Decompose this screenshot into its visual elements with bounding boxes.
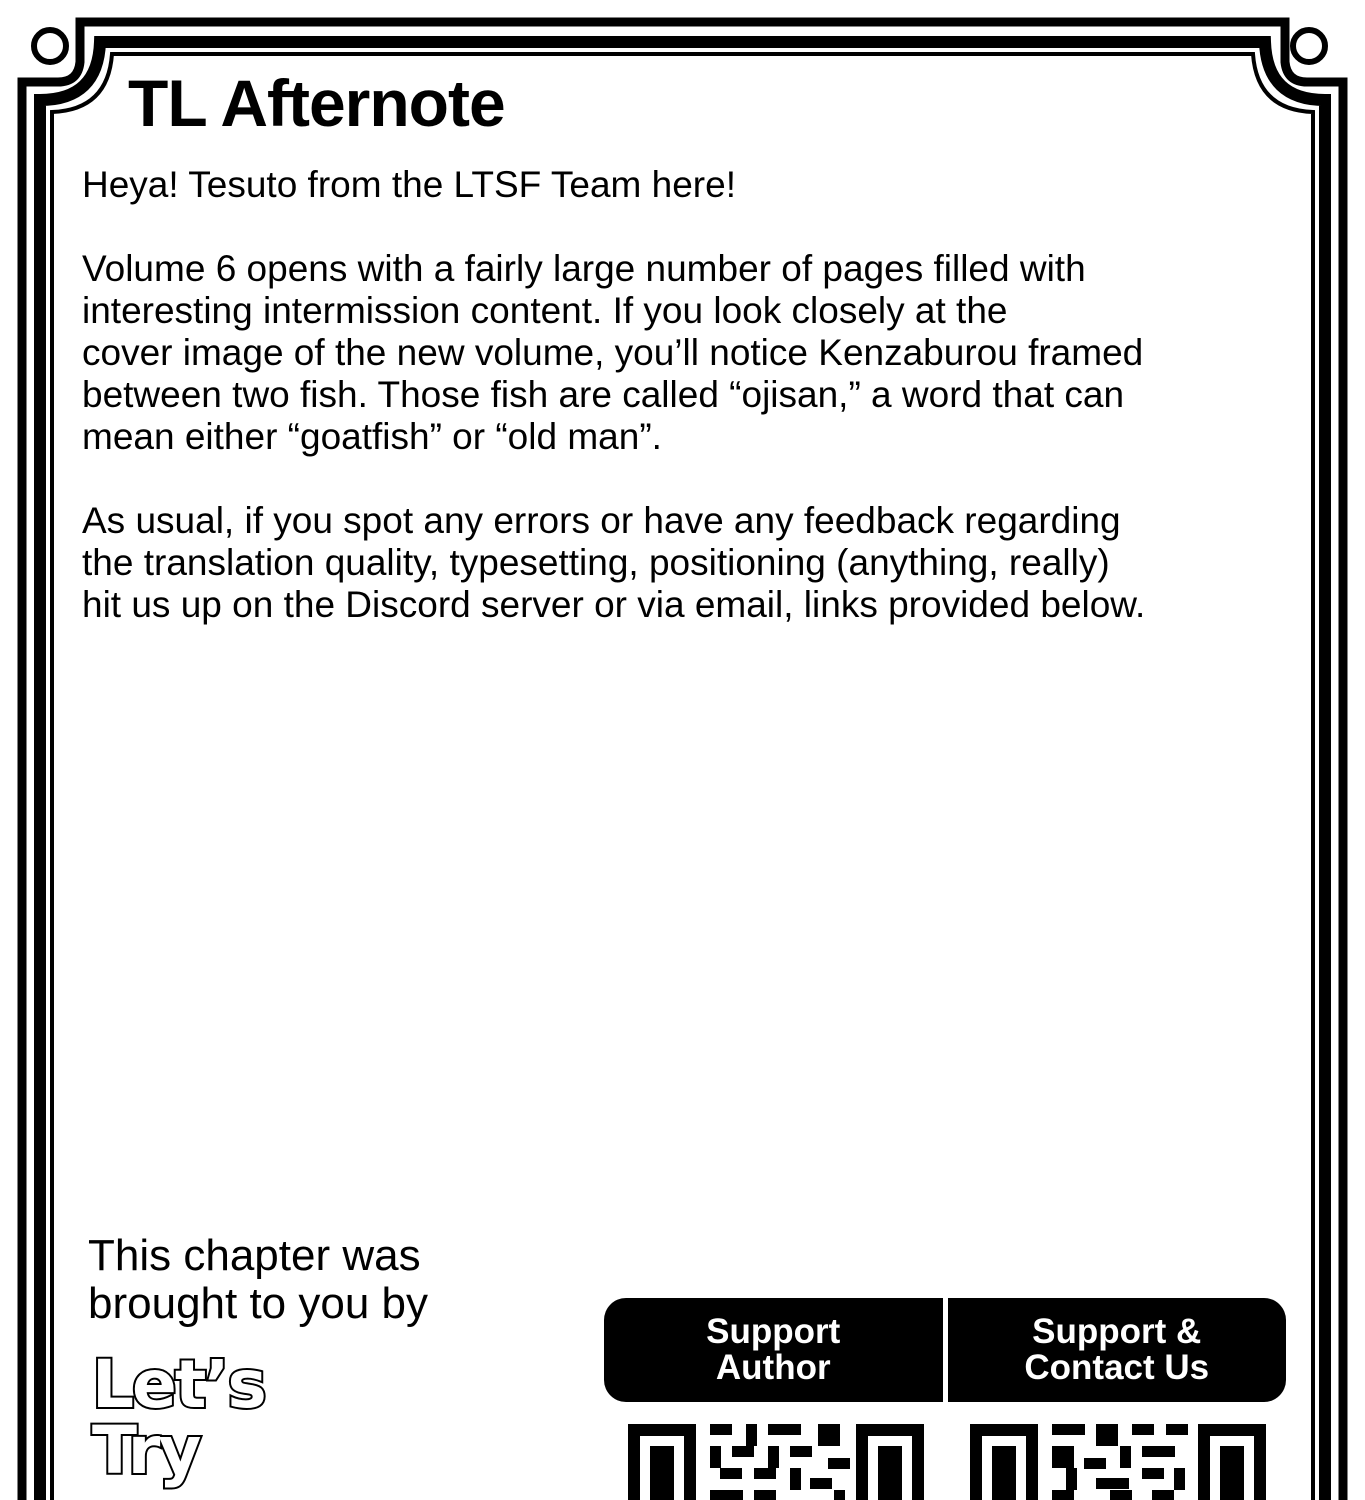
- support-author-button[interactable]: Support Author: [706, 1312, 841, 1387]
- paragraph-volume-notes: Volume 6 opens with a fairly large number of pages filled with interesting intermission content. If you look closely at the cover image of the new volume, you’ll notice Kenzaburou framed between two fish. Those fish are called “ojisan,” a word that can mean either “goatfish” or “old man”.: [82, 248, 1144, 457]
- logo-line-1: Let’s: [92, 1346, 265, 1423]
- support-contact-button[interactable]: Support & Contact Us: [1024, 1312, 1210, 1387]
- team-logo: [92, 1346, 265, 1489]
- logo-line-2: Try: [92, 1412, 200, 1489]
- credit-text: This chapter was brought to you by: [88, 1231, 429, 1328]
- support-button-bar: [604, 1298, 1286, 1402]
- afternote-body: [82, 164, 1297, 668]
- support-author-qr-code-icon[interactable]: [628, 1424, 924, 1500]
- paragraph-feedback: As usual, if you spot any errors or have any feedback regarding the translation quality, typesetting, positioning (anything, really) hit us up on the Discord server or via email, links provided below.: [82, 500, 1146, 625]
- page-title: TL Afternote: [128, 66, 505, 140]
- support-contact-qr-code-icon[interactable]: [970, 1424, 1266, 1500]
- paragraph-greeting: Heya! Tesuto from the LTSF Team here!: [82, 164, 736, 205]
